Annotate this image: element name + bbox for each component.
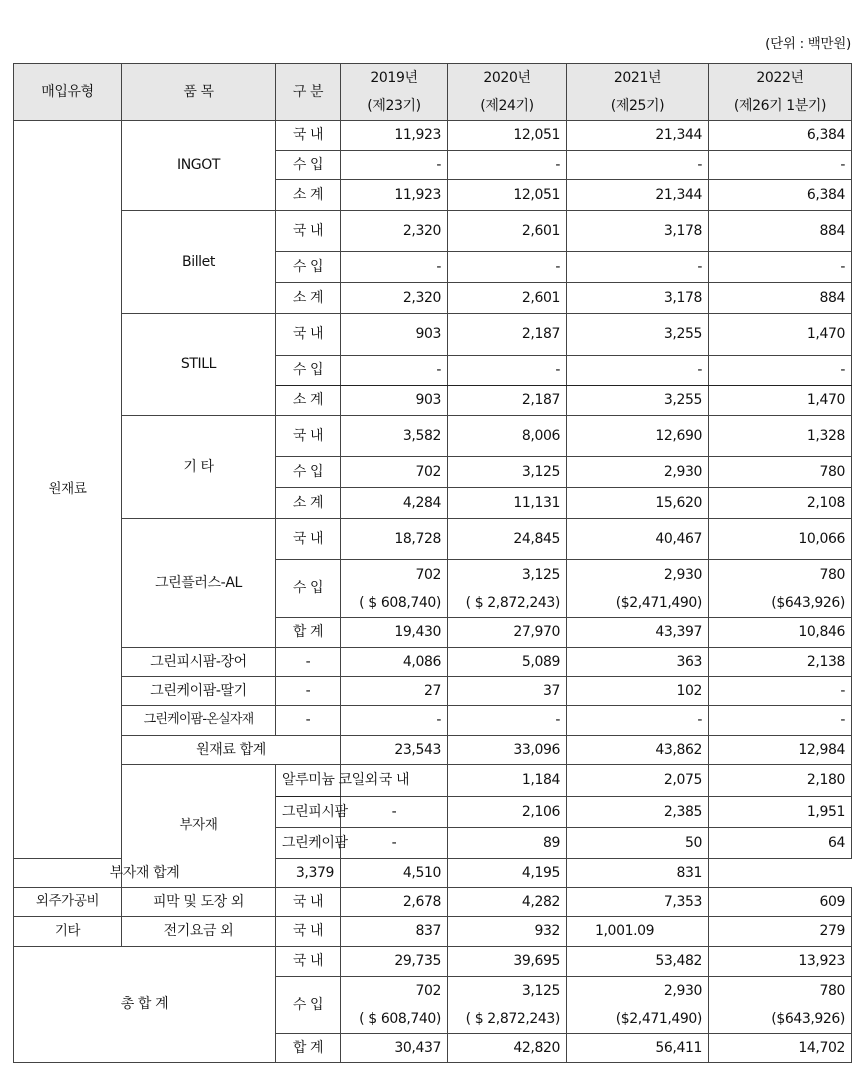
table-cell: -	[709, 706, 852, 736]
table-cell: 30,437	[341, 1034, 448, 1063]
table-cell: 3,125 ( $ 2,872,243)	[448, 560, 567, 618]
table-cell: 780 ($643,926)	[709, 560, 852, 618]
table-cell: -	[567, 252, 709, 283]
table-cell: 합 계	[276, 618, 341, 648]
table-cell: 12,051	[448, 121, 567, 151]
table-cell: 그린케이팜-딸기	[122, 677, 276, 706]
table-cell: 10,066	[709, 519, 852, 560]
table-cell: 884	[709, 283, 852, 314]
table-cell: 3,255	[567, 314, 709, 356]
table-cell: 780 ($643,926)	[709, 977, 852, 1034]
table-cell: 50	[567, 828, 709, 859]
table-cell: 14,702	[709, 1034, 852, 1063]
table-cell: 4,195	[448, 859, 567, 888]
table-cell: 3,379	[276, 859, 341, 888]
table-row	[14, 765, 852, 797]
item-billet: Billet	[122, 211, 276, 314]
table-cell: 수 입	[276, 977, 341, 1034]
table-cell: 그린피시팜	[276, 797, 341, 828]
table-cell: 33,096	[448, 736, 567, 765]
table-cell: 29,735	[341, 947, 448, 977]
table-cell: 2,180	[709, 765, 852, 797]
table-cell: 4,086	[341, 648, 448, 677]
table-cell: 2,320	[341, 283, 448, 314]
table-cell: 4,510	[341, 859, 448, 888]
table-cell: -	[276, 677, 341, 706]
table-cell: 국 내	[276, 917, 341, 947]
table-cell: 64	[709, 828, 852, 859]
table-cell: 2,075	[567, 765, 709, 797]
table-cell: -	[448, 252, 567, 283]
table-cell: 27,970	[448, 618, 567, 648]
item-still: STILL	[122, 314, 276, 416]
table-cell: -	[341, 706, 448, 736]
table-cell: 3,178	[567, 211, 709, 252]
table-cell: 27	[341, 677, 448, 706]
table-cell: 그린케이팜-온실자재	[122, 706, 276, 736]
table-cell: 국 내	[276, 416, 341, 457]
table-cell: -	[448, 356, 567, 386]
table-cell: 42,820	[448, 1034, 567, 1063]
table-cell: 소 계	[276, 488, 341, 519]
category-raw: 원재료	[14, 121, 122, 859]
table-cell: 2,601	[448, 211, 567, 252]
table-row	[14, 677, 852, 706]
table-cell: 5,089	[448, 648, 567, 677]
table-row	[14, 888, 852, 917]
table-cell: 8,006	[448, 416, 567, 457]
table-cell: 702 ( $ 608,740)	[341, 977, 448, 1034]
grand-total-label: 총 합 계	[14, 947, 276, 1063]
table-cell: 6,384	[709, 121, 852, 151]
table-cell: 13,923	[709, 947, 852, 977]
table-cell: 609	[709, 888, 852, 917]
table-cell: -	[276, 706, 341, 736]
header-year-2022: 2022년 (제26기 1분기)	[709, 64, 852, 121]
table-cell: 19,430	[341, 618, 448, 648]
table-cell: -	[567, 356, 709, 386]
table-cell: 932	[448, 917, 567, 947]
table-cell: 102	[567, 677, 709, 706]
table-cell: 수 입	[276, 356, 341, 386]
table-cell: 2,187	[448, 386, 567, 416]
table-cell: -	[567, 151, 709, 180]
header-item: 품 목	[122, 64, 276, 121]
table-cell: 363	[567, 648, 709, 677]
table-row	[14, 416, 852, 457]
table-cell: 2,930	[567, 457, 709, 488]
table-cell: -	[709, 151, 852, 180]
table-cell: 국 내	[276, 519, 341, 560]
unit-note: (단위 : 백만원)	[765, 36, 851, 52]
table-cell: 3,582	[341, 416, 448, 457]
table-cell: 소 계	[276, 180, 341, 211]
table-cell: 11,923	[341, 121, 448, 151]
item-etc: 기 타	[122, 416, 276, 519]
table-cell: 12,051	[448, 180, 567, 211]
table-cell: -	[341, 828, 448, 859]
table-cell: -	[341, 356, 448, 386]
header-type: 매입유형	[14, 64, 122, 121]
table-cell: 1,951	[709, 797, 852, 828]
table-cell: 24,845	[448, 519, 567, 560]
table-cell: 국 내	[276, 121, 341, 151]
table-row	[14, 519, 852, 560]
table-row	[14, 648, 852, 677]
table-cell: 1,184	[448, 765, 567, 797]
table-cell: 21,344	[567, 121, 709, 151]
table-cell: -	[341, 252, 448, 283]
table-cell: 수 입	[276, 151, 341, 180]
table-cell: 4,282	[448, 888, 567, 917]
table-cell: 3,125	[448, 457, 567, 488]
header-row	[14, 64, 852, 121]
table-cell: 2,187	[448, 314, 567, 356]
category-other: 기타	[14, 917, 122, 947]
table-cell: -	[709, 252, 852, 283]
table-cell: 6,384	[709, 180, 852, 211]
table-cell: 21,344	[567, 180, 709, 211]
table-cell: 2,930 ($2,471,490)	[567, 977, 709, 1034]
item-ingot: INGOT	[122, 121, 276, 211]
header-div: 구 분	[276, 64, 341, 121]
table-cell: 89	[448, 828, 567, 859]
table-cell: 국 내	[341, 765, 448, 797]
table-cell: 23,543	[341, 736, 448, 765]
table-cell: -	[709, 356, 852, 386]
table-cell: 4,284	[341, 488, 448, 519]
table-row	[14, 736, 852, 765]
table-cell: 알루미늄 코일외	[276, 765, 341, 797]
table-cell: 831	[567, 859, 709, 888]
table-cell: 1,328	[709, 416, 852, 457]
table-cell: 그린케이팜	[276, 828, 341, 859]
table-cell: 수 입	[276, 457, 341, 488]
table-cell: 수 입	[276, 252, 341, 283]
table-cell: 780	[709, 457, 852, 488]
table-cell: 피막 및 도장 외	[122, 888, 276, 917]
table-cell: 15,620	[567, 488, 709, 519]
table-cell: 53,482	[567, 947, 709, 977]
table-cell: 10,846	[709, 618, 852, 648]
table-cell: 1,470	[709, 314, 852, 356]
table-cell: -	[276, 648, 341, 677]
table-cell: -	[341, 151, 448, 180]
item-greenplus: 그린플러스-AL	[122, 519, 276, 648]
purchase-table	[13, 63, 852, 1063]
table-cell: 국 내	[276, 888, 341, 917]
table-cell: 43,862	[567, 736, 709, 765]
table-cell: 12,690	[567, 416, 709, 457]
table-cell: -	[448, 151, 567, 180]
table-cell: 40,467	[567, 519, 709, 560]
table-cell: 2,930 ($2,471,490)	[567, 560, 709, 618]
table-cell: -	[341, 797, 448, 828]
table-cell: 3,125 ( $ 2,872,243)	[448, 977, 567, 1034]
table-cell: 수 입	[276, 560, 341, 618]
table-row	[14, 706, 852, 736]
table-cell: 전기요금 외	[122, 917, 276, 947]
table-cell: 합 계	[276, 1034, 341, 1063]
table-cell: 3,255	[567, 386, 709, 416]
table-cell: 소 계	[276, 283, 341, 314]
table-cell: 소 계	[276, 386, 341, 416]
table-cell: 국 내	[276, 947, 341, 977]
table-cell: 1,001.09	[567, 917, 709, 947]
header-year-2020: 2020년 (제24기)	[448, 64, 567, 121]
category-sub: 부자재	[122, 765, 276, 888]
table-row	[14, 314, 852, 356]
table-cell: 56,411	[567, 1034, 709, 1063]
sub-total-label: 부자재 합계	[14, 859, 276, 888]
table-cell: 702 ( $ 608,740)	[341, 560, 448, 618]
table-cell: 그린피시팜-장어	[122, 648, 276, 677]
table-cell: 2,678	[341, 888, 448, 917]
table-cell: 39,695	[448, 947, 567, 977]
table-cell: 2,106	[448, 797, 567, 828]
table-cell: 2,138	[709, 648, 852, 677]
table-cell: 37	[448, 677, 567, 706]
table-cell: 1,470	[709, 386, 852, 416]
table-cell: 3,178	[567, 283, 709, 314]
table-cell: 43,397	[567, 618, 709, 648]
table-cell: 12,984	[709, 736, 852, 765]
table-cell: 837	[341, 917, 448, 947]
table-row	[14, 859, 852, 888]
table-cell: 903	[341, 314, 448, 356]
table-row	[14, 947, 852, 977]
table-cell: 2,601	[448, 283, 567, 314]
table-cell: 국 내	[276, 314, 341, 356]
table-cell: 국 내	[276, 211, 341, 252]
table-row	[14, 917, 852, 947]
header-year-2021: 2021년 (제25기)	[567, 64, 709, 121]
table-cell: 7,353	[567, 888, 709, 917]
table-cell: 2,108	[709, 488, 852, 519]
header-year-2019: 2019년 (제23기)	[341, 64, 448, 121]
table-cell: -	[567, 706, 709, 736]
table-cell: 11,131	[448, 488, 567, 519]
table-cell: 2,320	[341, 211, 448, 252]
table-cell: 884	[709, 211, 852, 252]
table-cell: 2,385	[567, 797, 709, 828]
table-row	[14, 211, 852, 252]
table-row	[14, 121, 852, 151]
table-cell: 279	[709, 917, 852, 947]
table-cell: 11,923	[341, 180, 448, 211]
category-outsourcing: 외주가공비	[14, 888, 122, 917]
raw-total-label: 원재료 합계	[122, 736, 341, 765]
table-cell: 18,728	[341, 519, 448, 560]
table-cell: 903	[341, 386, 448, 416]
table-cell: -	[709, 677, 852, 706]
table-cell: 702	[341, 457, 448, 488]
table-cell: -	[448, 706, 567, 736]
